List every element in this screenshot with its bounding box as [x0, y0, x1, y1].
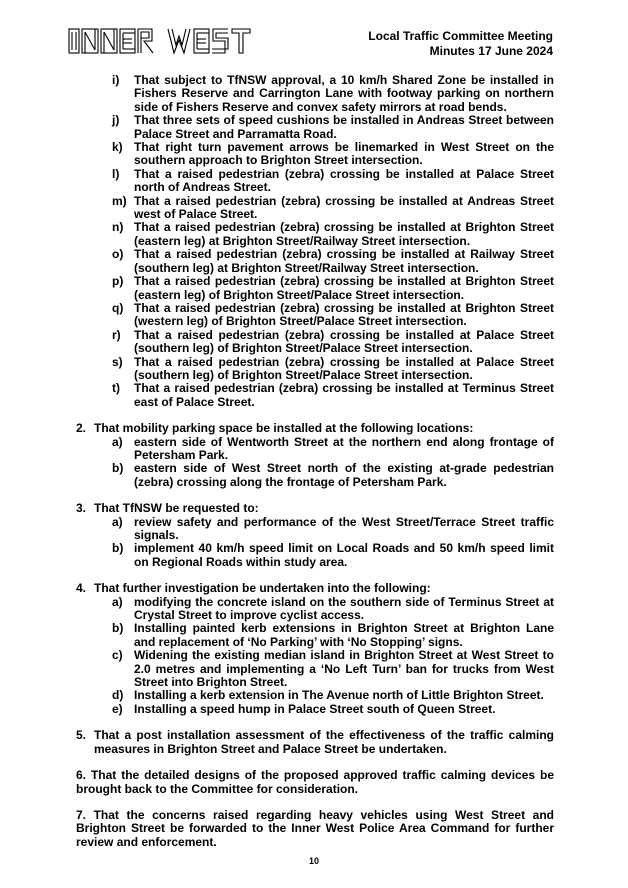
header-meeting-info: [368, 29, 553, 59]
minutes-date: Minutes 17 June 2024: [429, 44, 553, 58]
list-item: p) That a raised pedestrian (zebra) crossing be installed at Brighton Street (eastern leg) of Brighton Street/Palace Street intersection.: [112, 274, 554, 302]
list-item: t) That a raised pedestrian (zebra) crossing be installed at Terminus Street east of Palace Street.: [112, 381, 554, 409]
list-item: d) Installing a kerb extension in The Avenue north of Little Brighton Street.: [112, 688, 544, 703]
meeting-title: Local Traffic Committee Meeting: [368, 29, 553, 43]
list-item: o) That a raised pedestrian (zebra) crossing be installed at Railway Street (southern leg) at Brighton Street/Railway Street intersection.: [112, 247, 554, 275]
resolution-item-4: 4. That further investigation be undertaken into the following:: [76, 581, 431, 596]
resolution-item-7: 7. That the concerns raised regarding heavy vehicles using West Street and Brighton Street be forwarded to the Inner West Police Area Command for further review and enforcement.: [76, 807, 554, 849]
minutes-content: [76, 74, 554, 849]
list-item: b) implement 40 km/h speed limit on Local Roads and 50 km/h speed limit on Regional Roads within study area.: [112, 541, 554, 569]
list-item: m) That a raised pedestrian (zebra) crossing be installed at Andreas Street west of Palace Street.: [112, 193, 554, 222]
list-item: a) eastern side of Wentworth Street at the northern end along frontage of Petersham Park.: [112, 434, 554, 462]
list-item: n) That a raised pedestrian (zebra) crossing be installed at Brighton Street (eastern leg) at Brighton Street/Railway Street intersection.: [112, 220, 554, 248]
list-item: q) That a raised pedestrian (zebra) crossing be installed at Brighton Street (western leg) of Brighton Street/Palace Street intersection.: [112, 300, 554, 329]
resolution-item-2-sublist: [76, 436, 554, 490]
list-item: e) Installing a speed hump in Palace Street south of Queen Street.: [112, 701, 496, 716]
page-number: 10: [308, 856, 319, 866]
list-item: b) eastern side of West Street north of the existing at-grade pedestrian (zebra) crossing along the frontage of Petersham Park.: [112, 461, 554, 489]
list-item: j) That three sets of speed cushions be installed in Andreas Street between Palace Street and Parramatta Road.: [112, 113, 554, 141]
resolution-item-3: 3. That TfNSW be requested to:: [76, 501, 259, 516]
resolution-item-6: 6. That the detailed designs of the proposed approved traffic calming devices be brought back to the Committee for consideration.: [76, 768, 554, 796]
list-item: l) That a raised pedestrian (zebra) crossing be installed at Palace Street north of Andreas Street.: [112, 166, 554, 195]
list-item: b) Installing painted kerb extensions in Brighton Street at Brighton Lane and replacement of ‘No Parking’ with ‘No Stopping’ signs.: [112, 621, 554, 649]
list-item: a) modifying the concrete island on the southern side of Terminus Street at Crystal Street to improve cyclist access.: [112, 594, 554, 623]
list-item: a) review safety and performance of the West Street/Terrace Street traffic signals.: [112, 514, 554, 542]
list-item: s) That a raised pedestrian (zebra) crossing be installed at Palace Street (southern leg) of Brighton Street/Palace Street intersection.: [112, 354, 554, 382]
recommendation-list-continued: [76, 74, 554, 409]
list-item: c) Widening the existing median island in Brighton Street at West Street to 2.0 metres and implementing a ‘No Left Turn’ ban for trucks from West Street into Brighton Street.: [112, 648, 554, 690]
resolution-item-3-sublist: [76, 516, 554, 570]
inner-west-logo: [68, 26, 268, 56]
list-item: i) That subject to TfNSW approval, a 10 km/h Shared Zone be installed in Fishers Reserve and Carrington Lane with footway parking on northern side of Fishers Reserve and convex safety mirrors at road bends.: [112, 73, 554, 114]
resolution-item-2: 2. That mobility parking space be installed at the following locations:: [76, 421, 474, 436]
resolution-item-4-sublist: [76, 596, 554, 717]
list-item: r) That a raised pedestrian (zebra) crossing be installed at Palace Street (southern leg) of Brighton Street/Palace Street intersection.: [112, 327, 554, 356]
resolution-item-5: 5. That a post installation assessment of the effectiveness of the traffic calming measures in Brighton Street and Palace Street be undertaken.: [76, 728, 554, 756]
list-item: k) That right turn pavement arrows be linemarked in West Street on the southern approach to Brighton Street intersection.: [112, 140, 554, 168]
